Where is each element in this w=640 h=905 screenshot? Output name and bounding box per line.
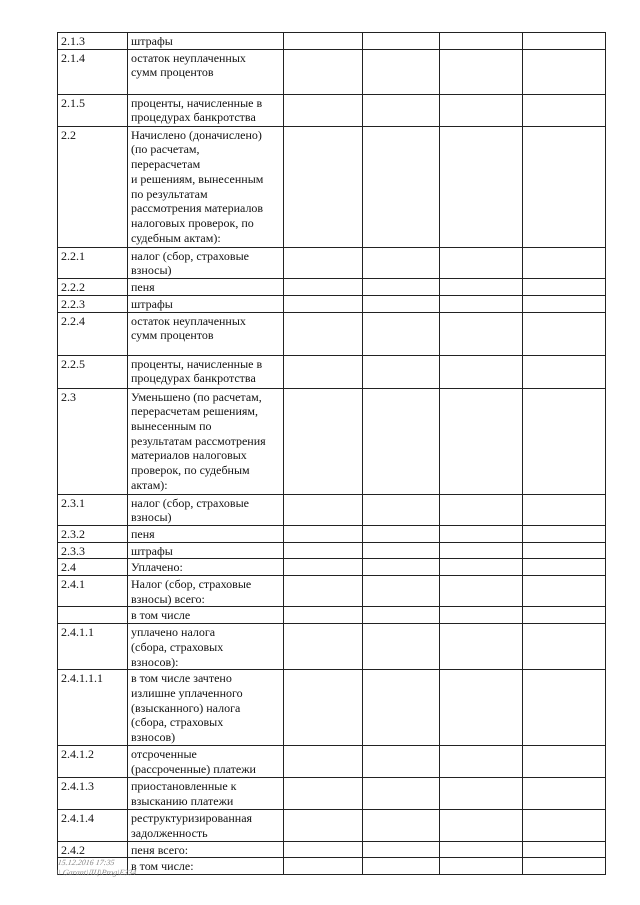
row-label: налог (сбор, страховые взносы): [128, 247, 284, 278]
value-cell: [363, 576, 440, 607]
value-cell: [284, 778, 363, 810]
value-cell: [363, 670, 440, 746]
row-number: 2.2.5: [58, 355, 128, 388]
value-cell: [523, 295, 606, 312]
row-number: 2.4.1.1.1: [58, 670, 128, 746]
value-cell: [523, 525, 606, 542]
row-number: 2.4.1.3: [58, 778, 128, 810]
table-row: [58, 126, 606, 247]
value-cell: [363, 607, 440, 624]
table-row: [58, 279, 606, 296]
value-cell: [363, 810, 440, 841]
value-cell: [440, 279, 523, 296]
row-number: 2.4.2: [58, 841, 128, 858]
row-number: 2.2: [58, 126, 128, 247]
row-label: пеня: [128, 279, 284, 296]
table-row: [58, 295, 606, 312]
value-cell: [284, 858, 363, 875]
row-label: Уплачено:: [128, 559, 284, 576]
value-cell: [284, 126, 363, 247]
row-label: пеня: [128, 525, 284, 542]
row-label: в том числе:: [128, 858, 284, 875]
value-cell: [363, 126, 440, 247]
row-label: штрафы: [128, 295, 284, 312]
value-cell: [284, 94, 363, 126]
row-number: 2.1.5: [58, 94, 128, 126]
value-cell: [284, 494, 363, 525]
value-cell: [440, 778, 523, 810]
value-cell: [284, 841, 363, 858]
value-cell: [523, 33, 606, 50]
table-row: [58, 559, 606, 576]
row-number: 2.4.1.2: [58, 746, 128, 778]
row-label: приостановленные к взысканию платежи: [128, 778, 284, 810]
value-cell: [284, 624, 363, 670]
row-number: 2.3.1: [58, 494, 128, 525]
table-row: [58, 841, 606, 858]
row-number: 2.1.4: [58, 49, 128, 94]
value-cell: [284, 247, 363, 278]
table-row: [58, 494, 606, 525]
value-cell: [440, 810, 523, 841]
row-label: штрафы: [128, 33, 284, 50]
value-cell: [284, 525, 363, 542]
value-cell: [440, 247, 523, 278]
value-cell: [284, 670, 363, 746]
value-cell: [440, 542, 523, 559]
value-cell: [363, 494, 440, 525]
value-cell: [284, 576, 363, 607]
print-stamp-path: \\ Garant\ЛЦ\Prog\ЕЗ34: [55, 868, 137, 877]
value-cell: [523, 94, 606, 126]
row-label: проценты, начисленные в процедурах банкротства: [128, 355, 284, 388]
value-cell: [523, 312, 606, 355]
value-cell: [523, 624, 606, 670]
value-cell: [363, 355, 440, 388]
value-cell: [284, 312, 363, 355]
value-cell: [284, 388, 363, 494]
value-cell: [440, 388, 523, 494]
value-cell: [523, 858, 606, 875]
row-label: остаток неуплаченных сумм процентов: [128, 312, 284, 355]
value-cell: [363, 542, 440, 559]
value-cell: [284, 746, 363, 778]
value-cell: [363, 858, 440, 875]
value-cell: [363, 624, 440, 670]
value-cell: [440, 49, 523, 94]
value-cell: [284, 607, 363, 624]
table-row: [58, 746, 606, 778]
table-row: [58, 810, 606, 841]
table-row: [58, 607, 606, 624]
row-number: 2.4: [58, 559, 128, 576]
value-cell: [440, 841, 523, 858]
row-label: Налог (сбор, страховые взносы) всего:: [128, 576, 284, 607]
value-cell: [284, 295, 363, 312]
value-cell: [440, 494, 523, 525]
value-cell: [523, 810, 606, 841]
value-cell: [440, 33, 523, 50]
tax-table: [57, 32, 606, 875]
value-cell: [284, 355, 363, 388]
table-row: [58, 388, 606, 494]
value-cell: [284, 49, 363, 94]
table-row: [58, 670, 606, 746]
value-cell: [363, 94, 440, 126]
row-number: 2.4.1.1: [58, 624, 128, 670]
row-number: 2.2.4: [58, 312, 128, 355]
row-number: 2.2.3: [58, 295, 128, 312]
value-cell: [284, 810, 363, 841]
table-row: [58, 542, 606, 559]
value-cell: [440, 624, 523, 670]
value-cell: [440, 295, 523, 312]
table-row: [58, 576, 606, 607]
row-label: уплачено налога (сбора, страховых взносов):: [128, 624, 284, 670]
value-cell: [363, 525, 440, 542]
value-cell: [284, 559, 363, 576]
value-cell: [523, 559, 606, 576]
value-cell: [523, 279, 606, 296]
value-cell: [363, 559, 440, 576]
print-stamp-date: 15.12.2016 17:35: [57, 858, 116, 867]
value-cell: [523, 126, 606, 247]
value-cell: [523, 746, 606, 778]
value-cell: [284, 542, 363, 559]
row-number: 2.4.1.4: [58, 810, 128, 841]
value-cell: [284, 279, 363, 296]
table-row: [58, 49, 606, 94]
row-number: 2.1.3: [58, 33, 128, 50]
row-number: 2.2.2: [58, 279, 128, 296]
row-number: 2.4.1: [58, 576, 128, 607]
row-number: 2.2.1: [58, 247, 128, 278]
value-cell: [363, 746, 440, 778]
row-number: 2.3: [58, 388, 128, 494]
row-label: Уменьшено (по расчетам, перерасчетам решениям, вынесенным по результатам рассмотрения материалов налоговых проверок, по судебным актам):: [128, 388, 284, 494]
table-row: [58, 778, 606, 810]
row-label: проценты, начисленные в процедурах банкротства: [128, 94, 284, 126]
row-label: Начислено (доначислено) (по расчетам, перерасчетам и решениям, вынесенным по результатам рассмотрения материалов налоговых проверок, по судебным актам):: [128, 126, 284, 247]
table-row: [58, 33, 606, 50]
table-row: [58, 624, 606, 670]
table-row: [58, 858, 606, 875]
value-cell: [363, 841, 440, 858]
value-cell: [523, 388, 606, 494]
row-label: в том числе: [128, 607, 284, 624]
row-label: реструктуризированная задолженность: [128, 810, 284, 841]
row-label: в том числе зачтено излишне уплаченного (взысканного) налога (сбора, страховых взносов): [128, 670, 284, 746]
row-label: налог (сбор, страховые взносы): [128, 494, 284, 525]
value-cell: [284, 33, 363, 50]
value-cell: [363, 778, 440, 810]
value-cell: [363, 247, 440, 278]
row-label: отсроченные (рассроченные) платежи: [128, 746, 284, 778]
value-cell: [440, 94, 523, 126]
value-cell: [363, 295, 440, 312]
table-row: [58, 525, 606, 542]
value-cell: [440, 670, 523, 746]
print-stamp: [56, 858, 139, 878]
value-cell: [440, 607, 523, 624]
table-row: [58, 94, 606, 126]
value-cell: [523, 841, 606, 858]
value-cell: [523, 247, 606, 278]
value-cell: [523, 670, 606, 746]
table-row: [58, 355, 606, 388]
value-cell: [363, 33, 440, 50]
value-cell: [523, 778, 606, 810]
value-cell: [523, 494, 606, 525]
value-cell: [523, 355, 606, 388]
row-number: 2.3.2: [58, 525, 128, 542]
value-cell: [440, 312, 523, 355]
value-cell: [523, 542, 606, 559]
value-cell: [440, 559, 523, 576]
value-cell: [523, 49, 606, 94]
row-label: пеня всего:: [128, 841, 284, 858]
value-cell: [440, 355, 523, 388]
value-cell: [363, 312, 440, 355]
row-label: штрафы: [128, 542, 284, 559]
table-row: [58, 312, 606, 355]
value-cell: [440, 746, 523, 778]
value-cell: [440, 576, 523, 607]
value-cell: [440, 858, 523, 875]
value-cell: [363, 49, 440, 94]
row-number: 2.3.3: [58, 542, 128, 559]
row-label: остаток неуплаченных сумм процентов: [128, 49, 284, 94]
value-cell: [363, 388, 440, 494]
value-cell: [523, 576, 606, 607]
tax-table-body: [58, 33, 606, 875]
value-cell: [440, 525, 523, 542]
row-number: [58, 607, 128, 624]
value-cell: [363, 279, 440, 296]
table-row: [58, 247, 606, 278]
value-cell: [440, 126, 523, 247]
value-cell: [523, 607, 606, 624]
